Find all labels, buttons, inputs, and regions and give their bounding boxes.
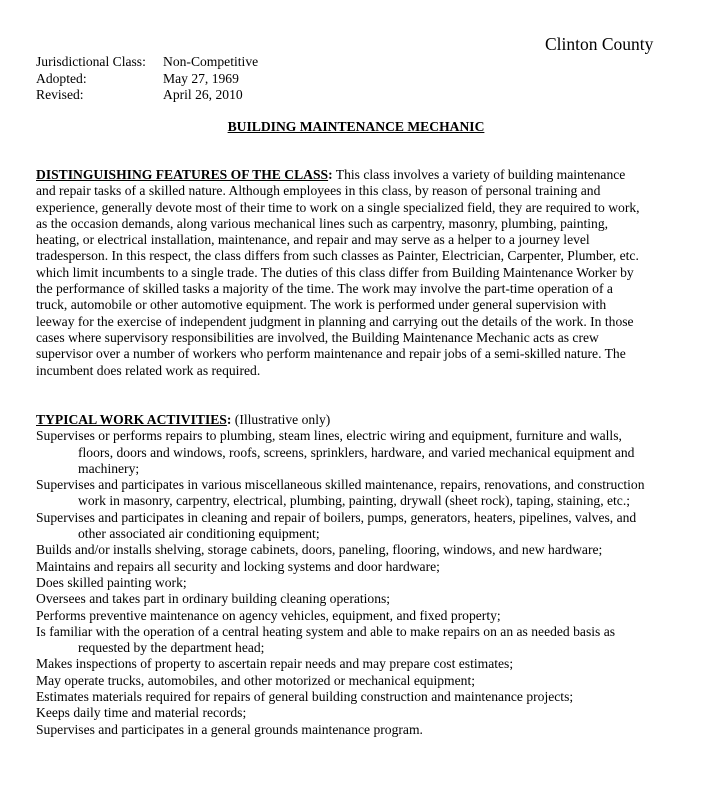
activity-continuation-line: floors, doors and windows, roofs, screens, sprinklers, hardware, and varied mechanical equipment and: [78, 444, 635, 460]
activity-item: [36, 428, 645, 477]
paragraph-line: [36, 216, 640, 232]
line-text: leeway for the exercise of independent judgment in planning and carrying out the details of the work. In those: [36, 313, 634, 329]
activity-line: Supervises and participates in various miscellaneous skilled maintenance, repairs, renovations, and construction: [36, 477, 645, 493]
line-text: the performance of skilled tasks a majority of the time. The work may involve the part-time operation of a: [36, 281, 613, 297]
line-text: truck, automobile or other automotive equipment. The work is performed under general supervision with: [36, 297, 607, 313]
paragraph-line: [36, 232, 640, 248]
paragraph-line: [36, 200, 640, 216]
paragraph-line: [36, 183, 640, 199]
line-text: as the occasion demands, along various mechanical lines such as carpentry, masonry, plumbing, painting,: [36, 215, 609, 231]
line-text: heating, or electrical installation, maintenance, and repair and may serve as a helper to a journey level: [36, 232, 590, 248]
paragraph-line: [36, 346, 640, 362]
activity-line: Does skilled painting work;: [36, 574, 187, 590]
heading-colon: :: [226, 412, 232, 427]
line-text: and repair tasks of a skilled nature. Although employees in this class, by reason of personal training and: [36, 183, 601, 199]
line-text: This class involves a variety of building maintenance: [332, 167, 626, 182]
activity-continuation-line: work in masonry, carpentry, electrical, plumbing, painting, drywall (sheet rock), taping, staining, etc.;: [78, 493, 631, 509]
activity-line: Performs preventive maintenance on agency vehicles, equipment, and fixed property;: [36, 607, 501, 623]
activity-item: [36, 559, 645, 575]
activity-continuation-line: other associated air conditioning equipment;: [78, 526, 320, 542]
activity-item: [36, 510, 645, 543]
section-heading-row: [36, 412, 645, 428]
typical-work-activities-section: [36, 412, 645, 738]
activity-item: [36, 591, 645, 607]
activity-item: [36, 656, 645, 672]
paragraph-line: [36, 314, 640, 330]
class-metadata: [36, 54, 258, 104]
heading-note: (Illustrative only): [231, 412, 331, 427]
activity-item: [36, 477, 645, 510]
paragraph-line: [36, 281, 640, 297]
activity-line: Is familiar with the operation of a central heating system and able to make repairs on an as needed basis as: [36, 623, 616, 639]
paragraph-line: [36, 265, 640, 281]
activity-line: Supervises or performs repairs to plumbing, steam lines, electric wiring and equipment, furniture and walls,: [36, 428, 622, 444]
paragraph-line: [36, 167, 640, 183]
meta-value: May 27, 1969: [163, 70, 239, 86]
line-text: experience, generally devote most of their time to work on a single specialized field, they are required to work,: [36, 199, 640, 215]
activity-item: [36, 705, 645, 721]
activity-item: [36, 689, 645, 705]
activity-line: Keeps daily time and material records;: [36, 705, 247, 721]
meta-label: Jurisdictional Class:: [36, 54, 146, 69]
distinguishing-features-section: [36, 167, 640, 379]
activity-item: [36, 673, 645, 689]
meta-row-jurisdictional: [36, 54, 258, 71]
meta-value: Non-Competitive: [163, 54, 259, 69]
line-text: which limit incumbents to a single trade. The duties of this class differ from Building Maintenance Worker by: [36, 264, 634, 280]
section-heading: DISTINGUISHING FEATURES OF THE CLASS: [36, 167, 329, 182]
document-title: BUILDING MAINTENANCE MECHANIC: [227, 119, 485, 134]
activity-line: Builds and/or installs shelving, storage cabinets, doors, paneling, flooring, windows, and new hardware;: [36, 542, 603, 558]
activity-item: [36, 575, 645, 591]
paragraph-line: [36, 363, 640, 379]
activity-item: [36, 624, 645, 657]
activity-continuation-line: machinery;: [78, 460, 140, 476]
activity-line: Maintains and repairs all security and locking systems and door hardware;: [36, 558, 440, 574]
county-name: Clinton County: [545, 34, 654, 54]
meta-label: Adopted:: [36, 70, 87, 86]
activity-continuation-line: requested by the department head;: [78, 640, 265, 656]
activity-line: Oversees and takes part in ordinary building cleaning operations;: [36, 591, 391, 607]
paragraph-line: [36, 297, 640, 313]
section-heading: TYPICAL WORK ACTIVITIES: [36, 412, 227, 427]
meta-row-adopted: [36, 71, 258, 88]
activity-line: Supervises and participates in a general grounds maintenance program.: [36, 721, 423, 737]
activity-item: [36, 722, 645, 738]
activity-line: May operate trucks, automobiles, and other motorized or mechanical equipment;: [36, 672, 476, 688]
activity-item: [36, 542, 645, 558]
heading-colon: :: [328, 167, 333, 182]
paragraph-line: [36, 330, 640, 346]
activity-line: Makes inspections of property to ascertain repair needs and may prepare cost estimates;: [36, 656, 514, 672]
activity-item: [36, 608, 645, 624]
line-text: incumbent does related work as required.: [36, 362, 261, 378]
line-text: tradesperson. In this respect, the class differs from such classes as Painter, Electrician, Carpenter, Plumber, etc.: [36, 248, 639, 264]
line-text: supervisor over a number of workers who perform maintenance and repair jobs of a semi-skilled nature. The: [36, 346, 626, 362]
activity-line: Supervises and participates in cleaning and repair of boilers, pumps, generators, heaters, pipelines, valves, and: [36, 509, 637, 525]
meta-row-revised: [36, 87, 258, 104]
meta-value: April 26, 2010: [163, 87, 243, 102]
paragraph-line: [36, 248, 640, 264]
activity-line: Estimates materials required for repairs of general building construction and maintenance projects;: [36, 689, 574, 705]
meta-label: Revised:: [36, 87, 84, 102]
line-text: cases where supervisory responsibilities are involved, the Building Maintenance Mechanic acts as crew: [36, 329, 599, 345]
